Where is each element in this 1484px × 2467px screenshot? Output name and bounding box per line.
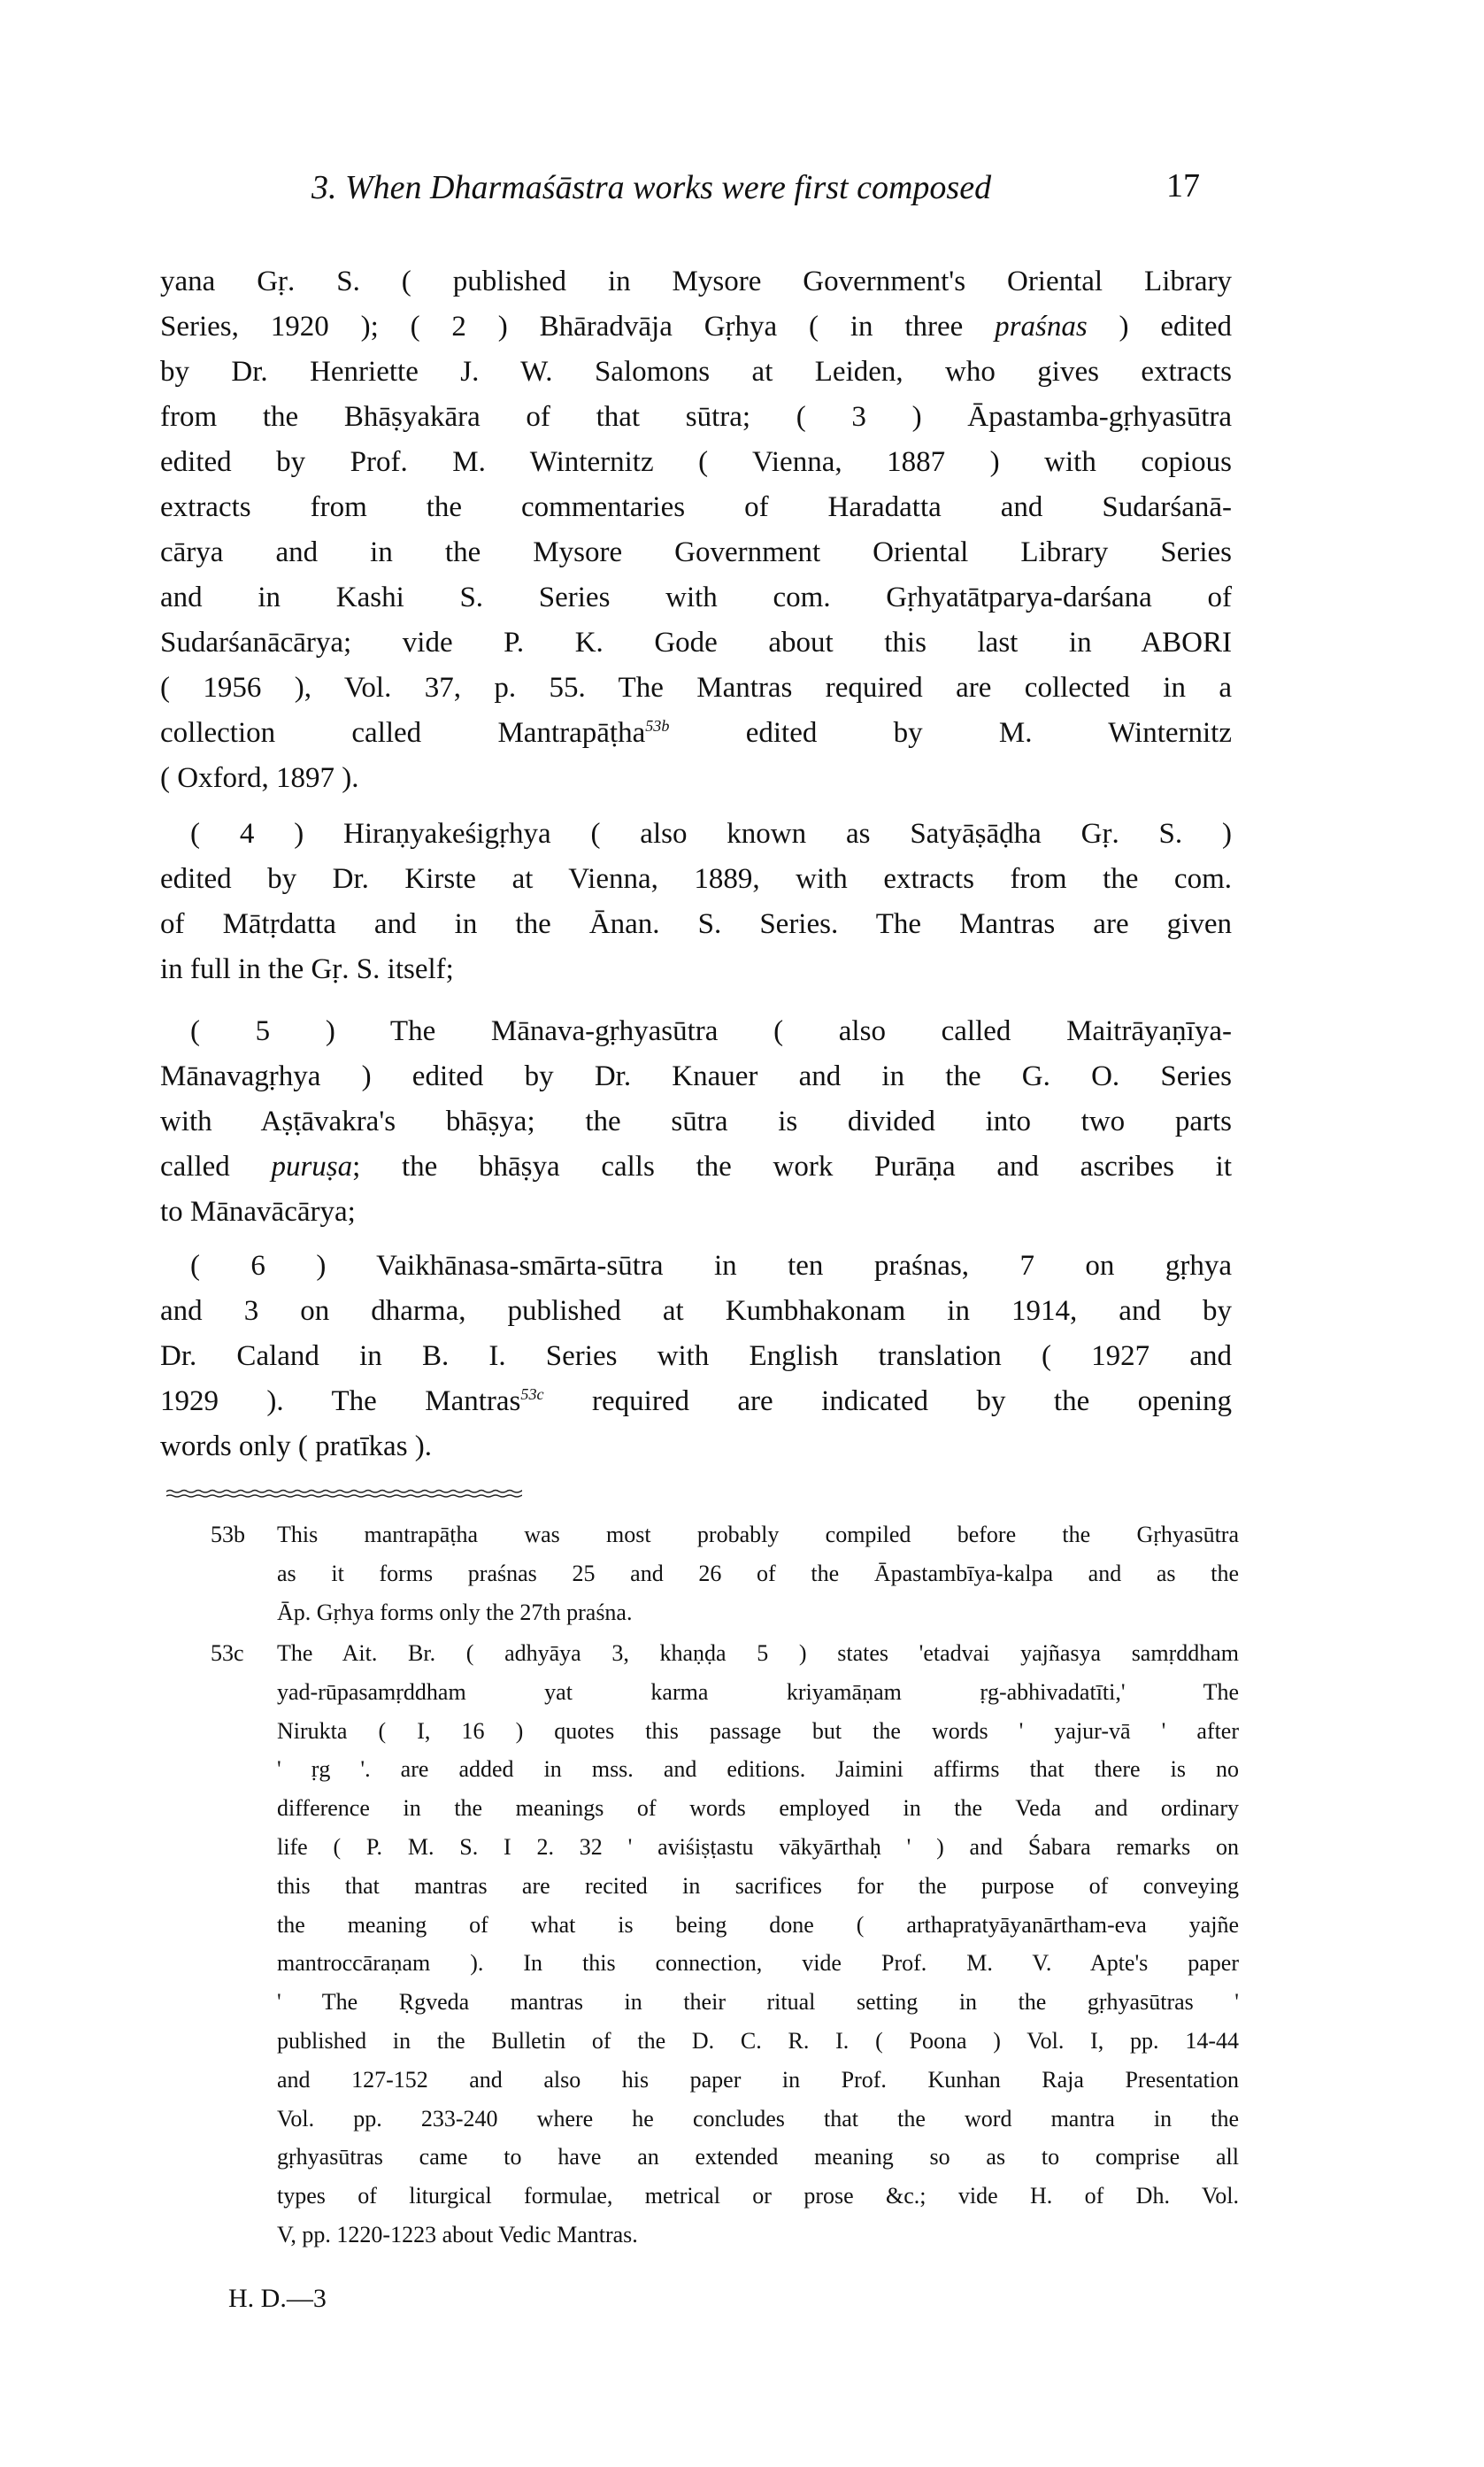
- signature-mark: H. D.—3: [228, 2284, 327, 2313]
- footnote-line: Nirukta ( I, 16 ) quotes this passage but the words ' yajur-vā ' after: [277, 1717, 1239, 1744]
- paragraph: [160, 1244, 1232, 1469]
- text-line: edited by Dr. Kirste at Vienna, 1889, with extracts from the com.: [160, 863, 1232, 895]
- text-line: Sudarśanācārya; vide P. K. Gode about this last in ABORI: [160, 627, 1232, 659]
- footnote-line: the meaning of what is being done ( arthapratyāyanārtham-eva yajñe: [277, 1911, 1239, 1938]
- text-run: Series, 1920 ); ( 2 ) Bhāradvāja Gṛhya ( in three: [160, 311, 996, 343]
- text-run: collection called Mantrapāṭha: [160, 717, 646, 749]
- footnote-line: mantroccāraṇam ). In this connection, vide Prof. M. V. Apte's paper: [277, 1950, 1239, 1977]
- text-run: required are indicated by the opening: [543, 1385, 1232, 1417]
- footnote: [211, 1634, 1239, 2255]
- text-line: ( Oxford, 1897 ).: [160, 762, 359, 794]
- text-line: edited by Prof. M. Winternitz ( Vienna, 1887 ) with copious: [160, 446, 1232, 478]
- text-line: Dr. Caland in B. I. Series with English translation ( 1927 and: [160, 1340, 1232, 1372]
- footnote-line: ' The Ṛgveda mantras in their ritual setting in the gṛhyasūtras ': [277, 1989, 1239, 2016]
- footnote-reference: 53b: [645, 717, 670, 735]
- footnote: [211, 1515, 1239, 1631]
- text-line: yana Gṛ. S. ( published in Mysore Government's Oriental Library: [160, 266, 1232, 297]
- footnote-reference: 53c: [520, 1385, 544, 1403]
- text-run: praśnas: [995, 311, 1088, 343]
- text-line: cārya and in the Mysore Government Oriental Library Series: [160, 536, 1232, 568]
- footnote-line: and 127-152 and also his paper in Prof. Kunhan Raja Presentation: [277, 2066, 1239, 2093]
- text-line: with Aṣṭāvakra's bhāṣya; the sūtra is divided into two parts: [160, 1106, 1232, 1137]
- text-run: ) edited: [1087, 311, 1232, 343]
- footnote-line: this that mantras are recited in sacrifices for the purpose of conveying: [277, 1872, 1239, 1899]
- footnote-line: types of liturgical formulae, metrical or prose &c.; vide H. of Dh. Vol.: [277, 2183, 1239, 2209]
- text-line: extracts from the commentaries of Haradatta and Sudarśanā-: [160, 491, 1232, 523]
- footnote-line: This mantrapāṭha was most probably compiled before the Gṛhyasūtra: [277, 1522, 1239, 1547]
- text-line: of Mātṛdatta and in the Ānan. S. Series. The Mantras are given: [160, 908, 1232, 940]
- text-line: to Mānavācārya;: [160, 1196, 356, 1228]
- text-line: ( 4 ) Hiraṇyakeśigṛhya ( also known as Satyāṣāḍha Gṛ. S. ): [190, 818, 1232, 850]
- text-line: [160, 305, 1232, 350]
- footnote-line: Vol. pp. 233-240 where he concludes that the word mantra in the: [277, 2105, 1239, 2132]
- footnote-number: 53c: [211, 1640, 244, 1666]
- text-run: 1929 ). The Mantras: [160, 1385, 521, 1417]
- footnote-line: difference in the meanings of words employed in the Veda and ordinary: [277, 1795, 1239, 1822]
- footnote-line: The Ait. Br. ( adhyāya 3, khaṇḍa 5 ) states 'etadvai yajñasya samṛddham: [277, 1640, 1239, 1666]
- text-line: [160, 711, 1232, 756]
- text-line: Mānavagṛhya ) edited by Dr. Knauer and in the G. O. Series: [160, 1060, 1232, 1092]
- footnote-line: published in the Bulletin of the D. C. R. I. ( Poona ) Vol. I, pp. 14-44: [277, 2027, 1239, 2054]
- running-header: 3. When Dharmaśāstra works were first composed: [311, 169, 992, 206]
- text-run: puruṣa: [271, 1151, 353, 1183]
- text-run: edited by M. Winternitz: [669, 717, 1232, 749]
- paragraph: [160, 1009, 1232, 1235]
- text-line: and 3 on dharma, published at Kumbhakonam in 1914, and by: [160, 1295, 1232, 1327]
- text-line: ( 1956 ), Vol. 37, p. 55. The Mantras required are collected in a: [160, 672, 1232, 704]
- text-run: ; the bhāṣya calls the work Purāṇa and ascribes it: [352, 1151, 1232, 1183]
- footnote-line: gṛhyasūtras came to have an extended meaning so as to comprise all: [277, 2144, 1239, 2170]
- text-line: from the Bhāṣyakāra of that sūtra; ( 3 ) Āpastamba-gṛhyasūtra: [160, 401, 1232, 433]
- footnote-separator: [166, 1487, 522, 1499]
- text-line: [160, 1379, 1232, 1424]
- footnote-line: yad-rūpasamṛddham yat karma kriyamāṇam ṛg-abhivadatīti,' The: [277, 1678, 1239, 1705]
- text-run: called: [160, 1151, 272, 1183]
- paragraph: [160, 259, 1232, 801]
- footnote-line: ' ṛg '. are added in mss. and editions. Jaimini affirms that there is no: [277, 1756, 1239, 1783]
- footnote-line: as it forms praśnas 25 and 26 of the Āpastambīya-kalpa and as the: [277, 1560, 1239, 1586]
- paragraph: [160, 812, 1232, 992]
- text-line: ( 6 ) Vaikhānasa-smārta-sūtra in ten praśnas, 7 on gṛhya: [190, 1250, 1232, 1282]
- footnote-number: 53b: [211, 1522, 245, 1547]
- text-line: in full in the Gṛ. S. itself;: [160, 953, 454, 985]
- text-line: and in Kashi S. Series with com. Gṛhyatātparya-darśana of: [160, 582, 1232, 613]
- page-number: 17: [1166, 167, 1200, 204]
- footnote-line: V, pp. 1220-1223 about Vedic Mantras.: [277, 2221, 638, 2247]
- footnote-line: Āp. Gṛhya forms only the 27th praśna.: [277, 1599, 633, 1625]
- text-line: by Dr. Henriette J. W. Salomons at Leiden, who gives extracts: [160, 356, 1232, 388]
- text-line: ( 5 ) The Mānava-gṛhyasūtra ( also called Maitrāyaṇīya-: [190, 1015, 1232, 1047]
- text-line: [160, 1145, 1232, 1190]
- text-line: words only ( pratīkas ).: [160, 1430, 433, 1462]
- footnote-line: life ( P. M. S. I 2. 32 ' aviśiṣṭastu vākyārthaḥ ' ) and Śabara remarks on: [277, 1833, 1239, 1860]
